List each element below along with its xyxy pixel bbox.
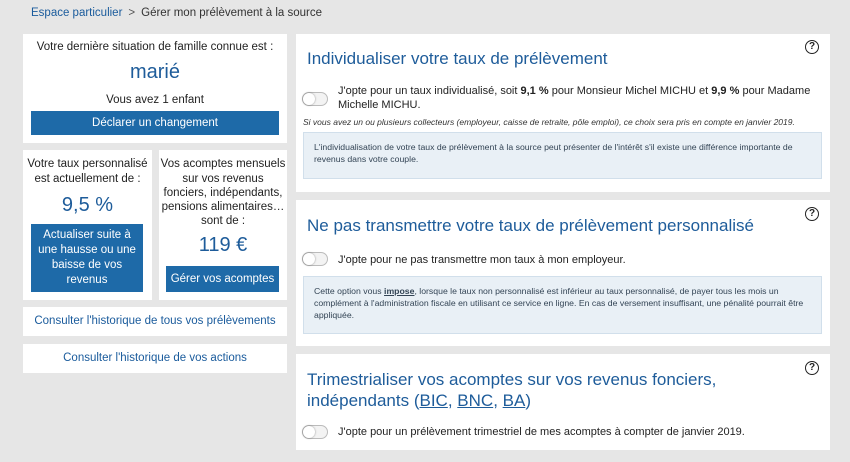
quarterly-option-text: J'opte pour un prélèvement trimestriel de mes acomptes à compter de janvier 2019. [338,426,745,438]
individualize-option-text [338,84,818,112]
rate-mr: 9,1 % [520,85,549,97]
manage-installments-button[interactable]: Gérer vos acomptes [166,266,279,292]
history-actions-link[interactable]: Consulter l'historique de vos actions [63,352,247,364]
info-text-bold: impose [384,286,415,296]
breadcrumb [31,7,322,19]
installments-label-l1: Vos acomptes mensuels [160,158,286,170]
personal-rate-card [23,150,152,300]
update-rate-button[interactable] [31,224,143,292]
family-situation-value: marié [129,61,180,83]
family-situation-card [23,34,287,143]
help-icon[interactable]: ? [805,361,819,375]
installments-label-l5: sont de : [200,215,246,227]
no-transmit-panel [296,200,830,346]
rate-mme: 9,9 % [711,85,740,97]
installments-label-l4: pensions alimentaires… [161,201,285,213]
rate-label-line1: Votre taux personnalisé [27,158,148,170]
no-transmit-info-box [303,276,822,334]
children-count: Vous avez 1 enfant [106,94,204,106]
history-actions-card [23,344,287,373]
rate-label-line2: est actuellement de : [34,173,141,185]
collectors-note: Si vous avez un ou plusieurs collecteurs (employeur, caisse de retraite, pôle emploi), ce choix sera pris en compte en janvier 2019. [303,117,795,127]
quarterly-title-l1: Trimestrialiser vos acomptes sur vos revenus fonciers, [307,370,717,389]
quarterly-toggle[interactable] [302,425,328,439]
info-text-a: Cette option vous [314,286,385,296]
quarterly-panel [296,354,830,450]
comma-1: , [447,391,458,410]
opt-text-c: pour Madame [739,85,811,97]
update-rate-button-l4: revenus [66,274,108,286]
history-withdrawals-link[interactable]: Consulter l'historique de tous vos prélèvements [34,315,276,327]
opt-text-line2: Michelle MICHU. [338,99,421,111]
update-rate-button-l3: baisse de vos [51,259,123,271]
no-transmit-toggle[interactable] [302,252,328,266]
ba-link[interactable]: BA [502,391,526,410]
declare-change-button[interactable]: Déclarer un changement [31,111,279,135]
individualize-toggle[interactable] [302,92,328,106]
breadcrumb-separator: > [128,7,136,19]
update-rate-button-l2: une hausse ou une [38,244,136,256]
installments-label-l3: fonciers, indépendants, [163,187,283,199]
breadcrumb-current: Gérer mon prélèvement à la source [141,7,323,19]
family-situation-label: Votre dernière situation de famille connue est : [36,41,274,53]
update-rate-button-l1: Actualiser suite à [43,229,131,241]
toggle-knob [303,93,315,105]
quarterly-title [307,369,797,411]
bic-link[interactable]: BIC [419,391,448,410]
help-icon[interactable]: ? [805,207,819,221]
installments-card [159,150,287,300]
individualize-title: Individualiser votre taux de prélèvement [307,49,608,68]
installments-value: 119 € [198,234,248,256]
opt-text-a: J'opte pour un taux individualisé, soit [338,85,521,97]
rate-value: 9,5 % [61,194,114,216]
opt-text-b: pour Monsieur Michel MICHU et [548,85,712,97]
bnc-link[interactable]: BNC [457,391,494,410]
help-icon[interactable]: ? [805,40,819,54]
history-withdrawals-card [23,307,287,336]
individualize-panel [296,34,830,192]
toggle-knob [303,426,315,438]
no-transmit-option-text: J'opte pour ne pas transmettre mon taux à mon employeur. [338,254,626,266]
individualize-info-box: L'individualisation de votre taux de prélèvement à la source peut présenter de l'intérêt s'il existe une différence importante de revenus dans votre couple. [303,132,822,179]
toggle-knob [303,253,315,265]
breadcrumb-home-link[interactable]: Espace particulier [31,7,123,19]
installments-label-l2: sur vos revenus [182,173,264,185]
info-text-b: , lorsque le taux non personnalisé est inférieur au taux personnalisé, de payer tous les mois un complément à l'administration fiscale en utilisant ce service en ligne. En cas de versement insuffisant, une pénalité pourrait être appliquée. [314,286,804,320]
quarterly-title-l2b: ) [525,391,531,410]
quarterly-title-l2a: indépendants ( [307,391,420,410]
comma-2: , [493,391,503,410]
no-transmit-title: Ne pas transmettre votre taux de prélèvement personnalisé [307,216,754,235]
